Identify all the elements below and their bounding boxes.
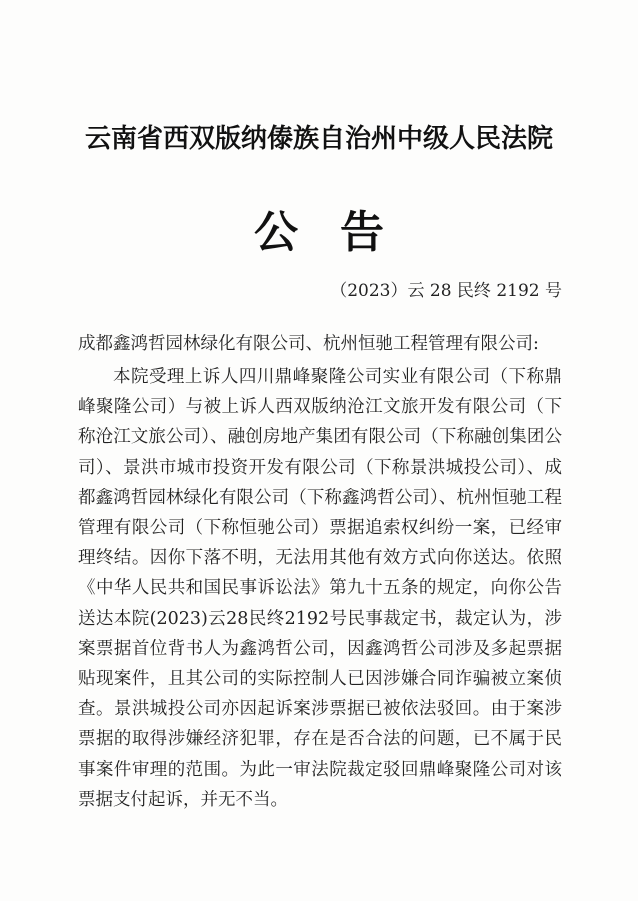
notice-body: 本院受理上诉人四川鼎峰聚隆公司实业有限公司（下称鼎峰聚隆公司）与被上诉人西双版纳沧江文旅开发有限公司（下称沧江文旅公司）、融创房地产集团有限公司（下称融创集团公司）、景洪市城市投资开发有限公司（下称景洪城投公司）、成都鑫鸿哲园林绿化有限公司（下称鑫鸿哲公司）、杭州恒驰工程管理有限公司（下称恒驰公司）票据追索权纠纷一案，已经审理终结。因你下落不明，无法用其他有效方式向你送达。依照《中华人民共和国民事诉讼法》第九十五条的规定，向你公告送达本院(2023)云28民终2192号民事裁定书，裁定认为，涉案票据首位背书人为鑫鸿哲公司，因鑫鸿哲公司涉及多起票据贴现案件，且其公司的实际控制人已因涉嫌合同诈骗被立案侦查。景洪城投公司亦因起诉案涉票据已被依法驳回。由于案涉票据的取得涉嫌经济犯罪，存在是否合法的问题，已不属于民事案件审理的范围。为此一审法院裁定驳回鼎峰聚隆公司对该票据支付起诉，并无不当。	[78, 367, 562, 810]
case-number: （2023）云 28 民终 2192 号	[330, 281, 562, 301]
document-title: 公告	[254, 207, 426, 258]
court-name: 云南省西双版纳傣族自治州中级人民法院	[84, 124, 553, 154]
addressee: 成都鑫鸿哲园林绿化有限公司、杭州恒驰工程管理有限公司:	[78, 334, 539, 354]
